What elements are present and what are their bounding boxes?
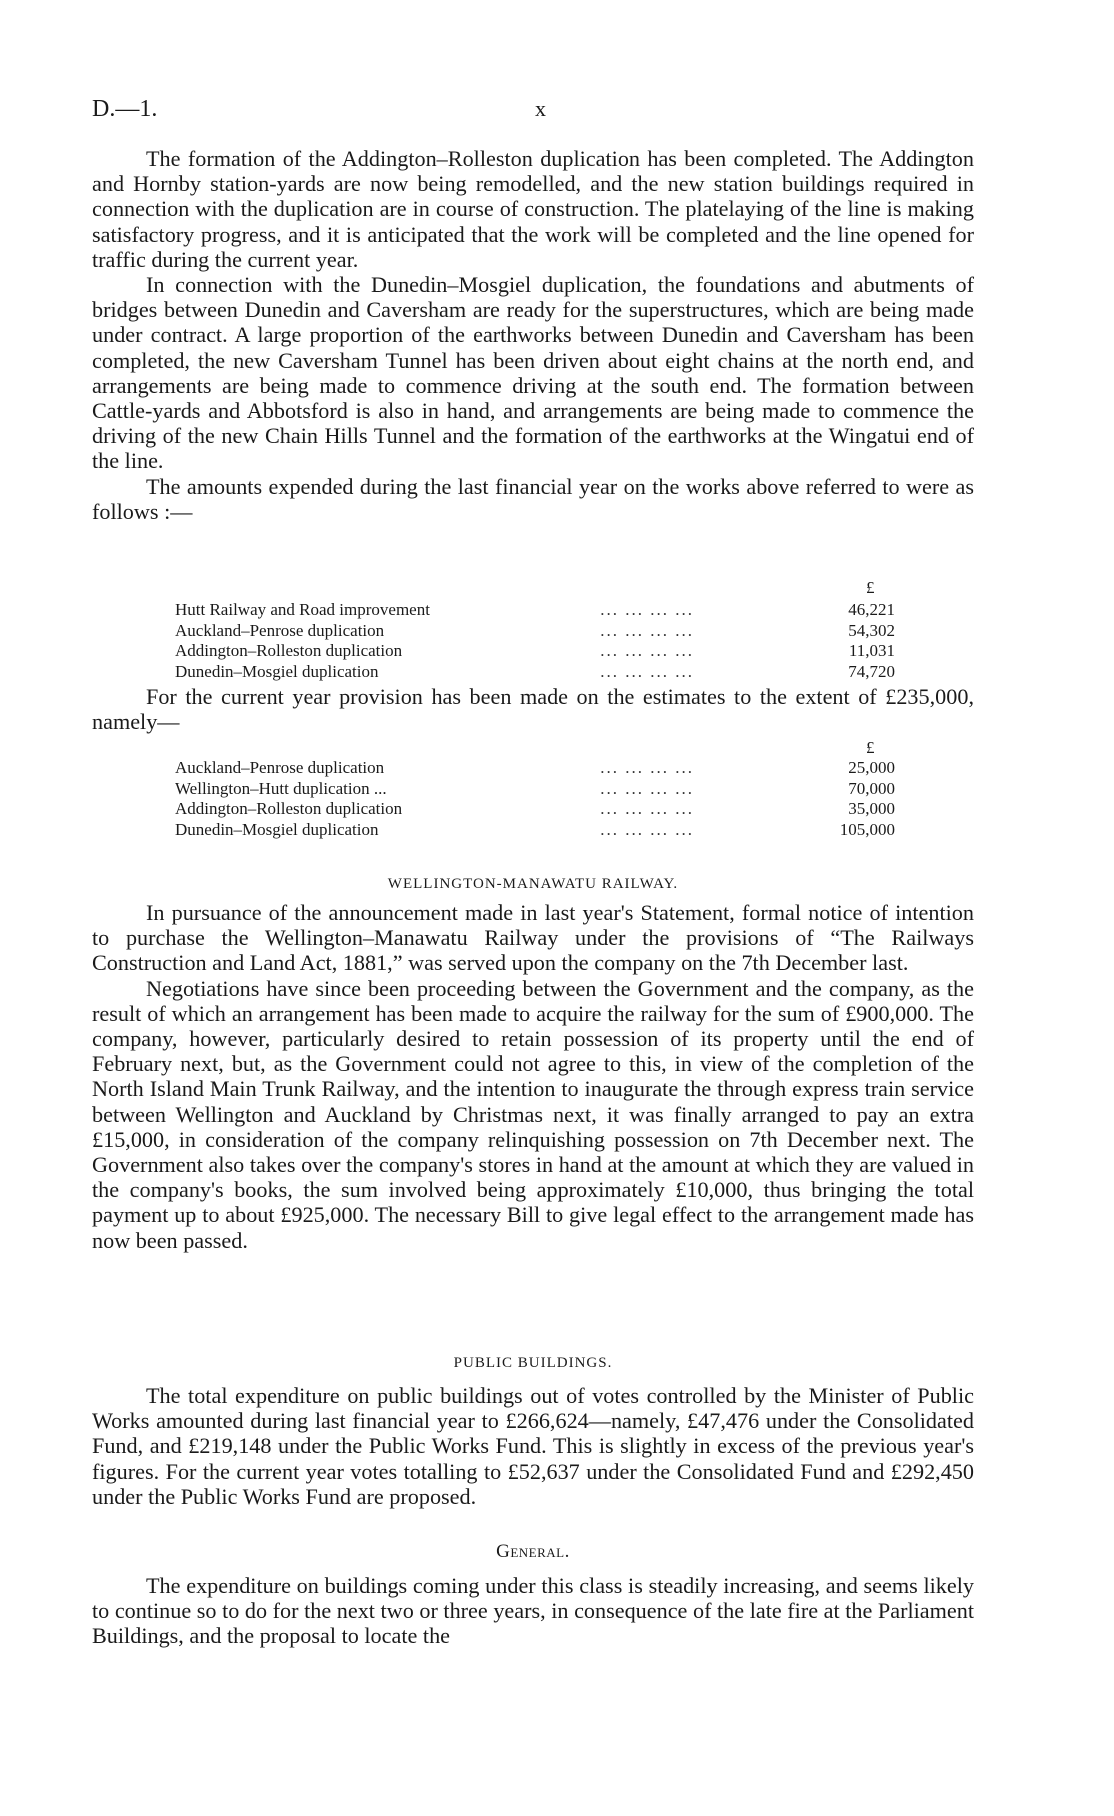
table-cell-leader <box>699 600 798 621</box>
table-cell-leader <box>699 779 798 800</box>
table-cell-leader: ... ... ... ... <box>600 661 694 681</box>
paragraph-public-buildings-expenditure: The total expenditure on public buildings out of votes controlled by the Minister of Public Works amounted during last financial year to £266,624—namely, £47,476 under the Consolidated Fund, and £219,148 under the Public Works Fund. This is slightly in excess of the previous year's figures. For the current year votes totalling to £52,637 under the Consolidated Fund and £292,450 under the Public Works Fund are proposed. <box>92 1383 974 1509</box>
paragraph-addington-rolleston: The formation of the Addington–Rolleston duplication has been completed. The Addington and Hornby station-yards are now being remodelled, and the new station buildings required in connection with the duplication are in course of construction. The platelaying of the line is making satisfactory progress, and it is anticipated that the work will be completed and the line opened for traffic during the current year. <box>92 146 974 272</box>
table-row <box>175 600 895 621</box>
table-cell-amount: 35,000 <box>848 799 895 818</box>
table-cell-item: Dunedin–Mosgiel duplication <box>175 661 379 681</box>
table-cell-leader: ... ... ... ... <box>600 819 694 839</box>
paragraph-amounts-expended: The amounts expended during the last financial year on the works above referred to were as follows :— <box>92 473 974 524</box>
table-cell-leader <box>699 758 798 779</box>
table-cell-leader: ... ... ... ... <box>600 799 694 818</box>
table-row <box>175 758 895 779</box>
table-row <box>175 662 895 683</box>
table-cell-item: Wellington–Hutt duplication ... <box>175 778 387 798</box>
table-row <box>175 820 895 841</box>
table-cell-leader: ... ... ... ... <box>600 620 694 640</box>
table-cell-amount: 46,221 <box>848 600 895 619</box>
table1-currency-symbol: £ <box>866 578 875 597</box>
table-cell-amount: 74,720 <box>848 661 895 681</box>
intro-section <box>92 146 974 524</box>
paragraph-dunedin-mosgiel: In connection with the Dunedin–Mosgiel duplication, the foundations and abutments of bridges between Dunedin and Caversham are ready for the superstructures, which are being made under contract. A large proportion of the earthworks between Dunedin and Caversham has been completed, the new Caversham Tunnel has been driven about eight chains at the north end, and arrangements are being made to commence driving at the south end. The formation between Cattle-yards and Abbotsford is also in hand, and arrangements are being made to commence the driving of the new Chain Hills Tunnel and the formation of the earthworks at the Wingatui end of the line. <box>92 272 974 474</box>
provision-table <box>175 758 895 840</box>
paragraph-general-expenditure: The expenditure on buildings coming under this class is steadily increasing, and seems likely to continue so to do for the next two or three years, in consequence of the late fire at the Parliament Buildings, and the proposal to locate the <box>92 1573 974 1649</box>
table-cell-item: Dunedin–Mosgiel duplication <box>175 819 379 839</box>
table-cell-item: Addington–Rolleston duplication <box>175 799 403 818</box>
table-row <box>175 641 895 662</box>
table-row <box>175 799 895 820</box>
table-row <box>175 621 895 642</box>
table-cell-leader: ... ... ... ... <box>600 641 694 660</box>
section-heading-public-buildings: PUBLIC BUILDINGS. <box>453 1355 613 1371</box>
table-cell-amount: 105,000 <box>839 819 895 839</box>
table-cell-item: Auckland–Penrose duplication <box>175 758 385 777</box>
table-cell-amount: 70,000 <box>848 778 895 798</box>
table-cell-amount: 11,031 <box>848 641 895 660</box>
table-cell-leader <box>699 799 798 820</box>
general-section <box>92 1541 974 1649</box>
table-cell-leader: ... ... ... ... <box>600 778 694 798</box>
public-buildings-section <box>92 1355 974 1509</box>
paragraph-negotiations: Negotiations have since been proceeding between the Government and the company, as the result of which an arrangement has been made to acquire the railway for the sum of £900,000. The company, however, particularly desired to retain possession of its property until the end of February next, but, as the Government could not agree to this, in view of the completion of the North Island Main Trunk Railway, and the intention to inaugurate the through express train service between Wellington and Auckland by Christmas next, it was finally arranged to pay an extra £15,000, in consideration of the company relinquishing possession on 7th December next. The Government also takes over the company's stores in hand at the amount at which they are valued in the company's books, the sum involved being approximately £10,000, thus bringing the total payment up to about £925,000. The necessary Bill to give legal effect to the arrangement made has now been passed. <box>92 975 974 1253</box>
table-cell-leader: ... ... ... ... <box>600 758 694 777</box>
table-cell-item: Auckland–Penrose duplication <box>175 620 385 640</box>
wellington-manawatu-section <box>92 876 974 1253</box>
paragraph-purchase-notice: In pursuance of the announcement made in last year's Statement, formal notice of intention to purchase the Wellington–Manawatu Railway under the provisions of “The Railways Construction and Land Act, 1881,” was served upon the company on the 7th December last. <box>92 900 974 976</box>
table-cell-item: Addington–Rolleston duplication <box>175 641 403 660</box>
page-header <box>92 96 989 126</box>
page-number: x <box>535 96 546 121</box>
table-cell-amount: 54,302 <box>848 620 895 640</box>
table-cell-leader <box>699 621 798 642</box>
table-cell-leader <box>699 641 798 662</box>
paragraph-current-year-provision: For the current year provision has been made on the estimates to the extent of £235,000, namely— <box>92 684 974 735</box>
table-cell-leader <box>699 662 798 683</box>
document-reference: D.—1. <box>92 96 158 122</box>
estimates-section <box>92 684 974 734</box>
expenditure-table <box>175 600 895 682</box>
table2-currency-symbol: £ <box>866 738 875 757</box>
section-heading-general: General. <box>496 1541 570 1562</box>
table-cell-leader: ... ... ... ... <box>600 600 694 619</box>
section-heading-wellington-manawatu: WELLINGTON-MANAWATU RAILWAY. <box>387 876 679 892</box>
table-cell-amount: 25,000 <box>848 758 895 777</box>
table-cell-leader <box>699 820 798 841</box>
table-cell-item: Hutt Railway and Road improvement <box>175 600 430 619</box>
table-row <box>175 779 895 800</box>
